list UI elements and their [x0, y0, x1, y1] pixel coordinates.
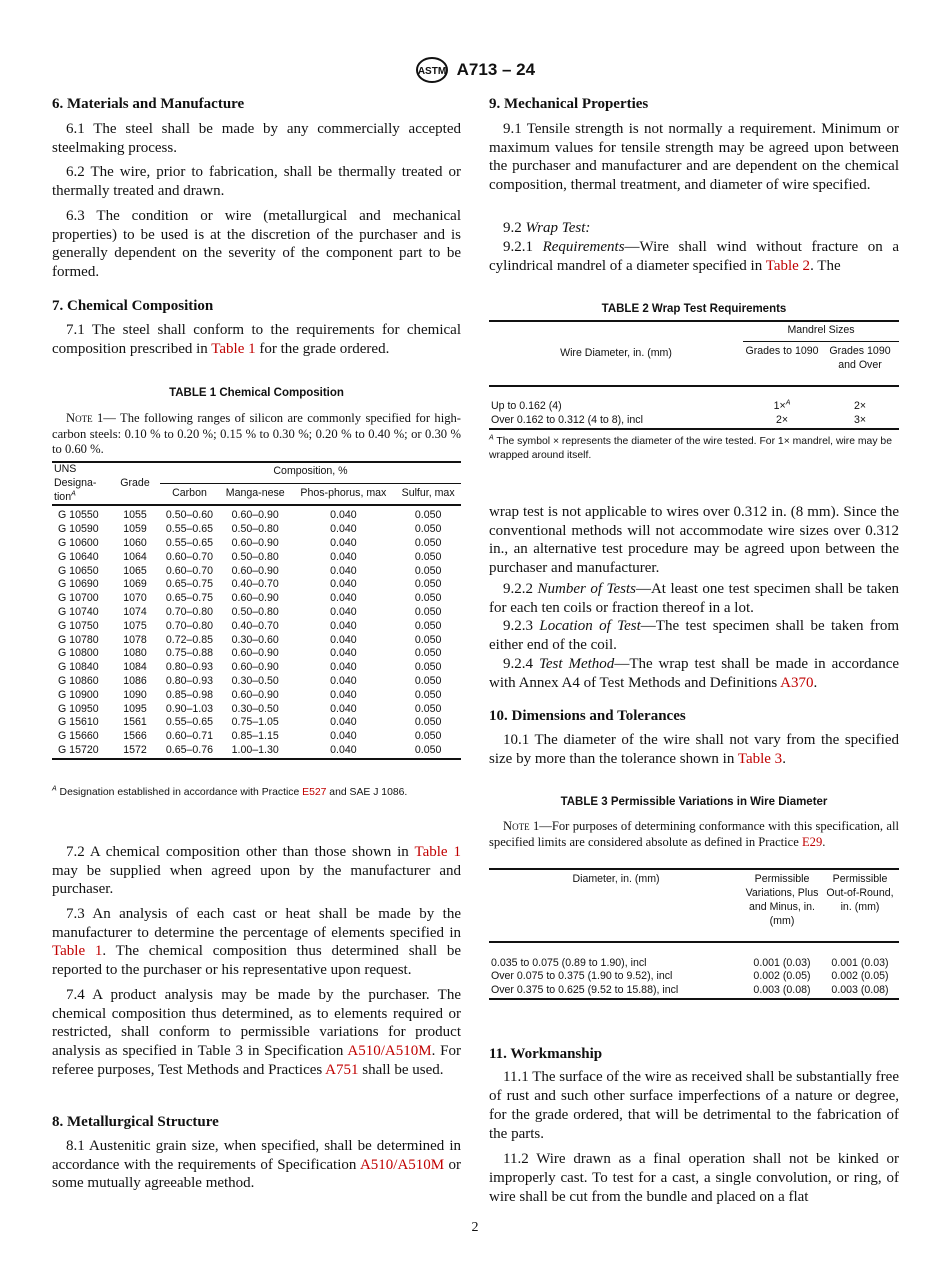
table-cell: 0.80–0.93 [165, 661, 214, 674]
text-run: 8.1 Austenitic grain size, when specified, shall be determined in accordance with the requirements of Specification [52, 1138, 461, 1173]
table-wrapper [489, 868, 899, 1045]
table-cell: 0.040 [330, 605, 357, 618]
table-cell: 2× [853, 400, 867, 413]
table-cell: 0.040 [330, 688, 357, 701]
table-row [52, 703, 461, 717]
table-cell: G 10860 [58, 674, 99, 687]
table-row [489, 386, 899, 414]
text-run: The symbol × represents the diameter of the wire tested. For 1× mandrel, wire may be wrapped around itself. [489, 435, 892, 462]
cross-reference-link[interactable]: Table 1 [211, 340, 256, 357]
table-cell: 0.050 [414, 730, 442, 743]
table-row [489, 414, 899, 429]
table-cell: 0.30–0.50 [231, 702, 279, 715]
table-cell: 0.040 [292, 744, 396, 759]
paragraph [52, 120, 461, 163]
table-cell: 0.72–0.85 [165, 633, 214, 646]
table-row [52, 716, 461, 730]
table-row [52, 620, 461, 634]
text-run: wrap test is not applicable to wires over 0.312 in. (8 mm). Since the conventional methods will not accommodate wire sizes over 0.312 in., an alternative test procedure may be agreed upon between the purchaser and manufacturer. [489, 503, 899, 577]
table-row [52, 634, 461, 648]
column-header: Permissible Out-of-Round, in. (mm) [821, 869, 899, 941]
paragraph [52, 905, 461, 986]
table-cell: G 10700 [58, 592, 99, 605]
table-cell: 0.001 (0.03) [753, 956, 811, 969]
paragraph [489, 120, 899, 219]
text-run: 10.1 The diameter of the wire shall not vary from the specified size by more than the tolerance shown in [489, 732, 899, 768]
table-cell: 1566 [123, 730, 147, 743]
table-cell: 0.65–0.76 [160, 744, 219, 759]
table-cell: 0.60–0.70 [165, 564, 214, 577]
column-header: Grade [110, 462, 160, 505]
table-cell: 0.050 [414, 592, 442, 605]
table-cell: 1064 [123, 550, 147, 563]
table-cell: 0.50–0.80 [231, 523, 279, 536]
table-cell: 1070 [123, 592, 147, 605]
table-cell: 0.50–0.80 [231, 605, 279, 618]
table-cell: 1572 [110, 744, 160, 759]
table-cell: 0.040 [330, 523, 357, 536]
table-cell: G 10840 [58, 661, 99, 674]
table-cell: 1080 [123, 647, 147, 660]
table-cell: 0.050 [414, 647, 442, 660]
table-cell: 0.55–0.65 [165, 523, 214, 536]
table-cell: 0.050 [414, 716, 442, 729]
text-run: 11.1 The surface of the wire as received shall be substantially free of rust and such other surface imperfections of a nature or degree, for the grade ordered, that will be detrimental to the fabrication of the parts. [489, 1069, 899, 1142]
table-cell: 0.040 [330, 536, 357, 549]
table-cell: 0.040 [330, 578, 357, 591]
table-cell: 0.60–0.90 [231, 592, 279, 605]
table-cell: 0.040 [330, 619, 357, 632]
document-designation: A713 – 24 [456, 60, 536, 79]
table-cell: 0.050 [414, 605, 442, 618]
table-header-row [489, 321, 899, 341]
section-heading: 11. Workmanship [489, 1046, 603, 1063]
table-cell: 2× [743, 414, 821, 429]
table-cell: 0.040 [330, 661, 357, 674]
text-run: —The wrap test shall be made in accordance with Annex A4 of Test Methods and Definitions [489, 656, 900, 692]
paragraph [489, 655, 899, 707]
section-heading: 9. Mechanical Properties [489, 96, 649, 112]
table-row [489, 942, 899, 971]
table-note [52, 411, 461, 461]
table-cell: Up to 0.162 (4) [491, 400, 562, 413]
section-heading: 7. Chemical Composition [52, 298, 214, 314]
table-cell: 0.40–0.70 [231, 619, 279, 632]
table-cell: 0.050 [414, 509, 442, 522]
column-header: Sulfur, max [395, 483, 461, 505]
table-cell: G 10650 [58, 564, 99, 577]
table-cell: 0.050 [414, 661, 442, 674]
table-row [52, 689, 461, 703]
table-cell: 1075 [123, 619, 147, 632]
cross-reference-link[interactable]: A370 [780, 675, 814, 692]
table-cell: 0.55–0.65 [165, 716, 214, 729]
table-row [489, 970, 899, 984]
table-chemical-composition [52, 461, 461, 760]
table-cell: 0.050 [414, 578, 442, 591]
table-cell: 1086 [123, 674, 147, 687]
text-run: . The [810, 257, 841, 274]
table-title: TABLE 1 Chemical Composition [169, 387, 344, 399]
cross-reference-link[interactable]: Table 1 [52, 943, 103, 960]
section-heading: 10. Dimensions and Tolerances [489, 708, 686, 725]
table-cell: 0.85–1.15 [231, 730, 279, 743]
table-cell: G 10750 [58, 619, 99, 632]
text-run: . [813, 675, 818, 692]
column-header: Diameter, in. (mm) [489, 869, 743, 941]
text-run: Number of Tests [537, 580, 636, 597]
text-run: 6.2 The wire, prior to fabrication, shall be thermally treated or thermally treated and drawn. [52, 164, 461, 199]
column-header: Manga-nese [219, 483, 292, 505]
table-cell: 0.60–0.90 [231, 661, 279, 674]
text-run: Wrap Test: [525, 220, 591, 236]
table-cell: 0.050 [414, 536, 442, 549]
paragraph [52, 207, 461, 297]
paragraph [52, 1137, 461, 1193]
paragraph [489, 1068, 899, 1150]
table-cell: 0.75–0.88 [165, 647, 214, 660]
table-note [489, 819, 899, 868]
text-run: 9.2.3 [503, 618, 540, 635]
table-row [52, 523, 461, 537]
table-cell: 1095 [123, 702, 147, 715]
paragraph [489, 580, 899, 617]
table-cell: 0.60–0.71 [165, 730, 214, 743]
text-run: Designation established in accordance with Practice [56, 787, 303, 798]
table-cell: G 10900 [58, 688, 99, 701]
cross-reference-link[interactable]: Table 1 [414, 844, 461, 860]
text-run: Note [66, 411, 93, 425]
table-wrapper [52, 461, 461, 786]
footnote-marker: A [785, 399, 791, 407]
cross-reference-link[interactable]: Table 2 [765, 257, 811, 274]
table-cell: 0.60–0.90 [231, 688, 279, 701]
table-row [52, 606, 461, 620]
column-header: Grades 1090 and Over [821, 341, 899, 386]
table-cell: 0.050 [414, 564, 442, 577]
text-run: Note [503, 819, 530, 834]
text-run: 6.1 The steel shall be made by any commercially accepted steelmaking process. [52, 121, 461, 156]
cross-reference-link[interactable]: E527 [302, 787, 327, 798]
section-heading: 6. Materials and Manufacture [52, 96, 245, 112]
text-run: Requirements [542, 239, 625, 255]
table-cell: 1.00–1.30 [219, 744, 292, 759]
table-cell: 0.70–0.80 [165, 619, 214, 632]
table-footnote [489, 435, 899, 503]
table-cell: G 10600 [58, 536, 99, 549]
text-run: . [782, 751, 786, 768]
table-cell: 0.003 (0.08) [821, 984, 899, 999]
paragraph [489, 238, 899, 302]
text-run: —Wire shall wind without fracture on a cylindrical mandrel of a diameter specified in [489, 239, 900, 274]
column-header: Wire Diameter, in. (mm) [489, 321, 743, 386]
text-run: 9.1 Tensile strength is not normally a requirement. Minimum or maximum values for tensile strength may be agreed upon between the purchaser and manufacturer and are dependent on the chemical composition, thermal treatment, and diameter of wire specified. [489, 121, 899, 194]
table-header-row [489, 869, 899, 941]
table-cell: 0.60–0.90 [231, 647, 279, 660]
paragraph [489, 219, 899, 238]
paragraph [52, 843, 461, 905]
table-cell: 0.65–0.75 [165, 578, 214, 591]
table-row [52, 565, 461, 579]
table-cell: Over 0.162 to 0.312 (4 to 8), incl [489, 414, 743, 429]
table-cell: 0.30–0.50 [231, 674, 279, 687]
table-cell: G 10640 [58, 550, 99, 563]
table-cell: 1084 [123, 661, 147, 674]
text-run: 1—For purposes of determining conformance with this specification, all specified limits are considered absolute as defined in Practice [489, 819, 899, 849]
table-cell: 0.002 (0.05) [831, 970, 889, 983]
text-run: and SAE J 1086. [326, 787, 408, 798]
table-row [52, 730, 461, 744]
paragraph [489, 731, 899, 795]
table-cell: 0.30–0.60 [231, 633, 279, 646]
paragraph [489, 1150, 899, 1206]
table-row [52, 505, 461, 523]
table-row [52, 578, 461, 592]
table-cell: 0.040 [330, 550, 357, 563]
table-cell: G 10800 [58, 647, 99, 660]
text-run: 9.2.4 [503, 656, 539, 673]
table-cell: 1059 [123, 523, 147, 536]
cross-reference-link[interactable]: A510/A510M [359, 1156, 445, 1173]
table-cell: 0.050 [414, 523, 442, 536]
table-cell: 0.60–0.90 [231, 509, 279, 522]
table-cell: 1090 [123, 688, 147, 701]
table-cell: Over 0.375 to 0.625 (9.52 to 15.88), incl [489, 984, 743, 999]
text-run: 9.2 [503, 220, 526, 236]
table-cell: G 10780 [58, 633, 99, 646]
table-header-row [52, 462, 461, 483]
table-cell: 3× [821, 414, 899, 429]
paragraph [52, 986, 461, 1113]
table-cell: 0.035 to 0.075 (0.89 to 1.90), incl [491, 956, 647, 969]
text-run: —At least one test specimen shall be taken for each ten coils or fraction thereof in a lot. [489, 580, 900, 616]
paragraph [489, 503, 899, 580]
footnote-marker: A [52, 785, 57, 793]
table-cell: 1074 [123, 605, 147, 618]
table-cell: 0.90–1.03 [165, 702, 214, 715]
text-run: Location of Test [539, 618, 641, 635]
table-cell: 0.50–0.60 [165, 509, 214, 522]
left-column [52, 95, 461, 1193]
table-wrapper [489, 320, 899, 435]
table-cell: 0.040 [330, 509, 357, 522]
table-cell: 0.050 [414, 688, 442, 701]
text-run: 7.4 A product analysis may be made by the purchaser. The chemical composition thus determined, as to elements required or restricted, shall conform to permissible variations for product analysis as specified in Table 3 in Specification [52, 987, 461, 1060]
text-run: Test Method [538, 656, 615, 673]
table-cell: G 10550 [58, 509, 99, 522]
table-cell: 0.050 [414, 550, 442, 563]
text-run: 1— The following ranges of silicon are commonly specified for high-carbon steels: 0.10 % to 0.20 %; 0.15 % to 0.30 %; 0.20 % to 0.40 %; or 0.30 % to 0.60 %. [52, 411, 461, 456]
text-run: . For referee purposes, Test Methods and Practices [52, 1043, 461, 1078]
text-run: shall be used. [358, 1061, 444, 1078]
table-cell: 1×$^A$ [773, 399, 791, 413]
text-run: may be supplied when agreed upon by the manufacturer and purchaser. [52, 862, 461, 898]
table-row [52, 551, 461, 565]
page-header [0, 56, 950, 84]
text-run: 9.2.2 [503, 580, 538, 597]
column-header: Permissible Variations, Plus and Minus, in. (mm) [743, 869, 821, 941]
table-cell: 0.050 [414, 619, 442, 632]
table-row [52, 675, 461, 689]
table-cell: 0.040 [330, 730, 357, 743]
right-column [489, 95, 899, 1207]
table-cell: 0.050 [414, 674, 442, 687]
table-row [52, 744, 461, 759]
column-group-header: Mandrel Sizes [743, 321, 899, 341]
text-run: or some mutually agreeable method. [52, 1156, 462, 1192]
text-run: 6.3 The condition or wire (metallurgical and mechanical properties) to be used is at the discretion of the purchaser and is generally dependent on the severity of the component part to be formed. [52, 208, 461, 281]
paragraph [489, 617, 899, 655]
table-cell: 0.040 [330, 647, 357, 660]
column-header: UNS Designa-tion$^A$ [52, 462, 110, 505]
table-cell: 1065 [123, 564, 147, 577]
text-run: 11.2 Wire drawn as a final operation shall not be kinked or improperly cast. To test for a cast, a single convolution, or ring, of wire shall be cut from the bundle and placed on a flat [489, 1151, 899, 1205]
table-footnote [52, 786, 461, 843]
text-run: 9.2.1 [503, 239, 543, 255]
table-cell: 0.050 [395, 744, 461, 759]
table-cell: 1069 [123, 578, 147, 591]
column-header: Carbon [160, 483, 219, 505]
text-run: . [822, 834, 826, 849]
table-cell: G 10690 [58, 578, 99, 591]
footnote-marker: A [489, 434, 494, 442]
table-cell: G 10590 [58, 523, 99, 536]
table-cell: 0.040 [330, 674, 357, 687]
table-cell: 0.001 (0.03) [831, 956, 889, 969]
table-cell: G 15660 [58, 730, 99, 743]
table-permissible-variations [489, 868, 899, 1000]
page-number: 2 [471, 1220, 479, 1235]
table-cell: 0.85–0.98 [165, 688, 214, 701]
table-cell: 0.050 [414, 702, 442, 715]
table-cell: 0.003 (0.08) [743, 984, 821, 999]
table-cell: G 15610 [58, 716, 99, 729]
table-cell: G 15720 [52, 744, 110, 759]
table-cell: 0.70–0.80 [165, 605, 214, 618]
footnote-marker: A [71, 490, 76, 498]
table-cell: 0.50–0.80 [231, 550, 279, 563]
table-cell: 0.60–0.90 [231, 536, 279, 549]
paragraph [52, 163, 461, 207]
table-cell: 0.75–1.05 [231, 716, 279, 729]
table-title: TABLE 2 Wrap Test Requirements [601, 303, 787, 315]
table-cell: 0.040 [330, 716, 357, 729]
table-row [52, 647, 461, 661]
text-run: 7.2 A chemical composition other than those shown in [66, 844, 415, 860]
text-run: . The chemical composition thus determined shall be reported to the purchaser or his representative upon request. [52, 943, 461, 979]
cross-reference-link[interactable]: Table 3 [737, 751, 783, 768]
cross-reference-link[interactable]: E29 [801, 834, 823, 849]
text-run: —The test specimen shall be taken from either end of the coil. [489, 618, 900, 654]
column-header: Phos-phorus, max [292, 483, 396, 505]
text-run: 7.1 The steel shall conform to the requirements for chemical composition prescribed in [52, 322, 461, 357]
table-cell: 1060 [123, 536, 147, 549]
table-cell: 0.002 (0.05) [753, 970, 811, 983]
table-cell: 0.60–0.90 [231, 564, 279, 577]
table-row [52, 537, 461, 551]
table-cell: 0.040 [330, 702, 357, 715]
table-cell: 0.60–0.70 [165, 550, 214, 563]
table-cell: 0.65–0.75 [165, 592, 214, 605]
table-cell: 0.40–0.70 [231, 578, 279, 591]
table-cell: 1561 [123, 716, 147, 729]
table-cell: 1078 [123, 633, 147, 646]
text-run: 7.3 An analysis of each cast or heat shall be made by the manufacturer to determine the percentage of elements specified in [52, 906, 461, 941]
astm-logo [415, 56, 449, 84]
table-title: TABLE 3 Permissible Variations in Wire Diameter [560, 796, 828, 809]
table-row [52, 592, 461, 606]
svg-text:ASTM: ASTM [417, 66, 447, 77]
table-cell: 0.040 [330, 633, 357, 646]
table-cell: 0.80–0.93 [165, 674, 214, 687]
table-wrap-test [489, 320, 899, 430]
column-group-header: Composition, % [160, 462, 461, 483]
table-cell: 0.050 [414, 633, 442, 646]
table-cell: 0.040 [330, 592, 357, 605]
table-cell: G 10740 [58, 605, 99, 618]
table-cell: G 10950 [58, 702, 99, 715]
cross-reference-link[interactable]: A751 [325, 1061, 359, 1078]
table-cell: 0.55–0.65 [165, 536, 214, 549]
table-row [52, 661, 461, 675]
column-header: Grades to 1090 [743, 341, 821, 386]
paragraph [52, 321, 461, 386]
table-cell: 1055 [123, 509, 147, 522]
cross-reference-link[interactable]: A510/A510M [347, 1043, 432, 1060]
table-row [489, 984, 899, 999]
text-run: for the grade ordered. [255, 340, 390, 357]
table-cell: 0.040 [330, 564, 357, 577]
section-heading: 8. Metallurgical Structure [52, 1114, 219, 1130]
table-cell: Over 0.075 to 0.375 (1.90 to 9.52), incl [491, 970, 673, 983]
